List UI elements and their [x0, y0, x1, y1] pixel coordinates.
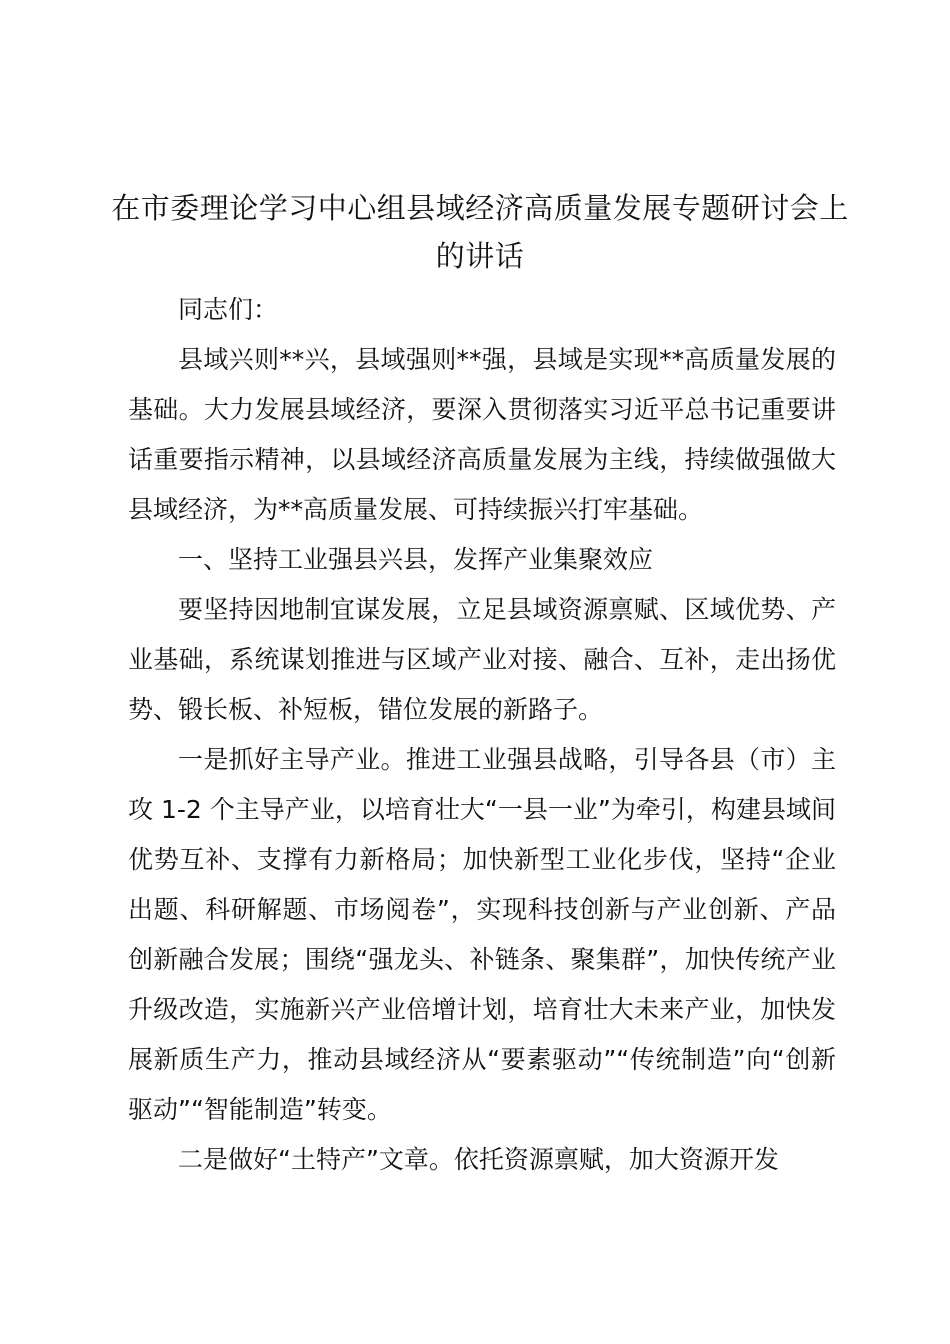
body-paragraph: 要坚持因地制宜谋发展，立足县域资源禀赋、区域优势、产业基础，系统谋划推进与区域产业对接、融合、互补，走出扬优势、锻长板、补短板，错位发展的新路子。 — [128, 595, 836, 724]
salutation: 同志们： — [178, 295, 279, 324]
body-paragraph: 一是抓好主导产业。推进工业强县战略，引导各县（市）主攻 1-2 个主导产业，以培育壮大“一县一业”为牵引，构建县域间优势互补、支撑有力新格局；加快新型工业化步伐，坚持“企业出题、科研解题、市场阅卷”，实现科技创新与产业创新、产品创新融合发展；围绕“强龙头、补链条、聚集群”，加快传统产业升级改造，实施新兴产业倍增计划，培育壮大未来产业，加快发展新质生产力，推动县域经济从“要素驱动”“传统制造”向“创新驱动”“智能制造”转变。 — [128, 745, 836, 1124]
body-paragraph: 县域兴则**兴，县域强则**强，县域是实现**高质量发展的基础。大力发展县域经济，要深入贯彻落实习近平总书记重要讲话重要指示精神，以县域经济高质量发展为主线，持续做强做大县域经济，为**高质量发展、可持续振兴打牢基础。 — [128, 345, 836, 524]
document-body — [128, 285, 836, 1185]
section-heading: 一、坚持工业强县兴县，发挥产业集聚效应 — [178, 545, 654, 574]
body-paragraph: 二是做好“土特产”文章。依托资源禀赋，加大资源开发 — [178, 1145, 779, 1174]
document-title: 在市委理论学习中心组县域经济高质量发展专题研讨会上的讲话 — [111, 191, 849, 273]
